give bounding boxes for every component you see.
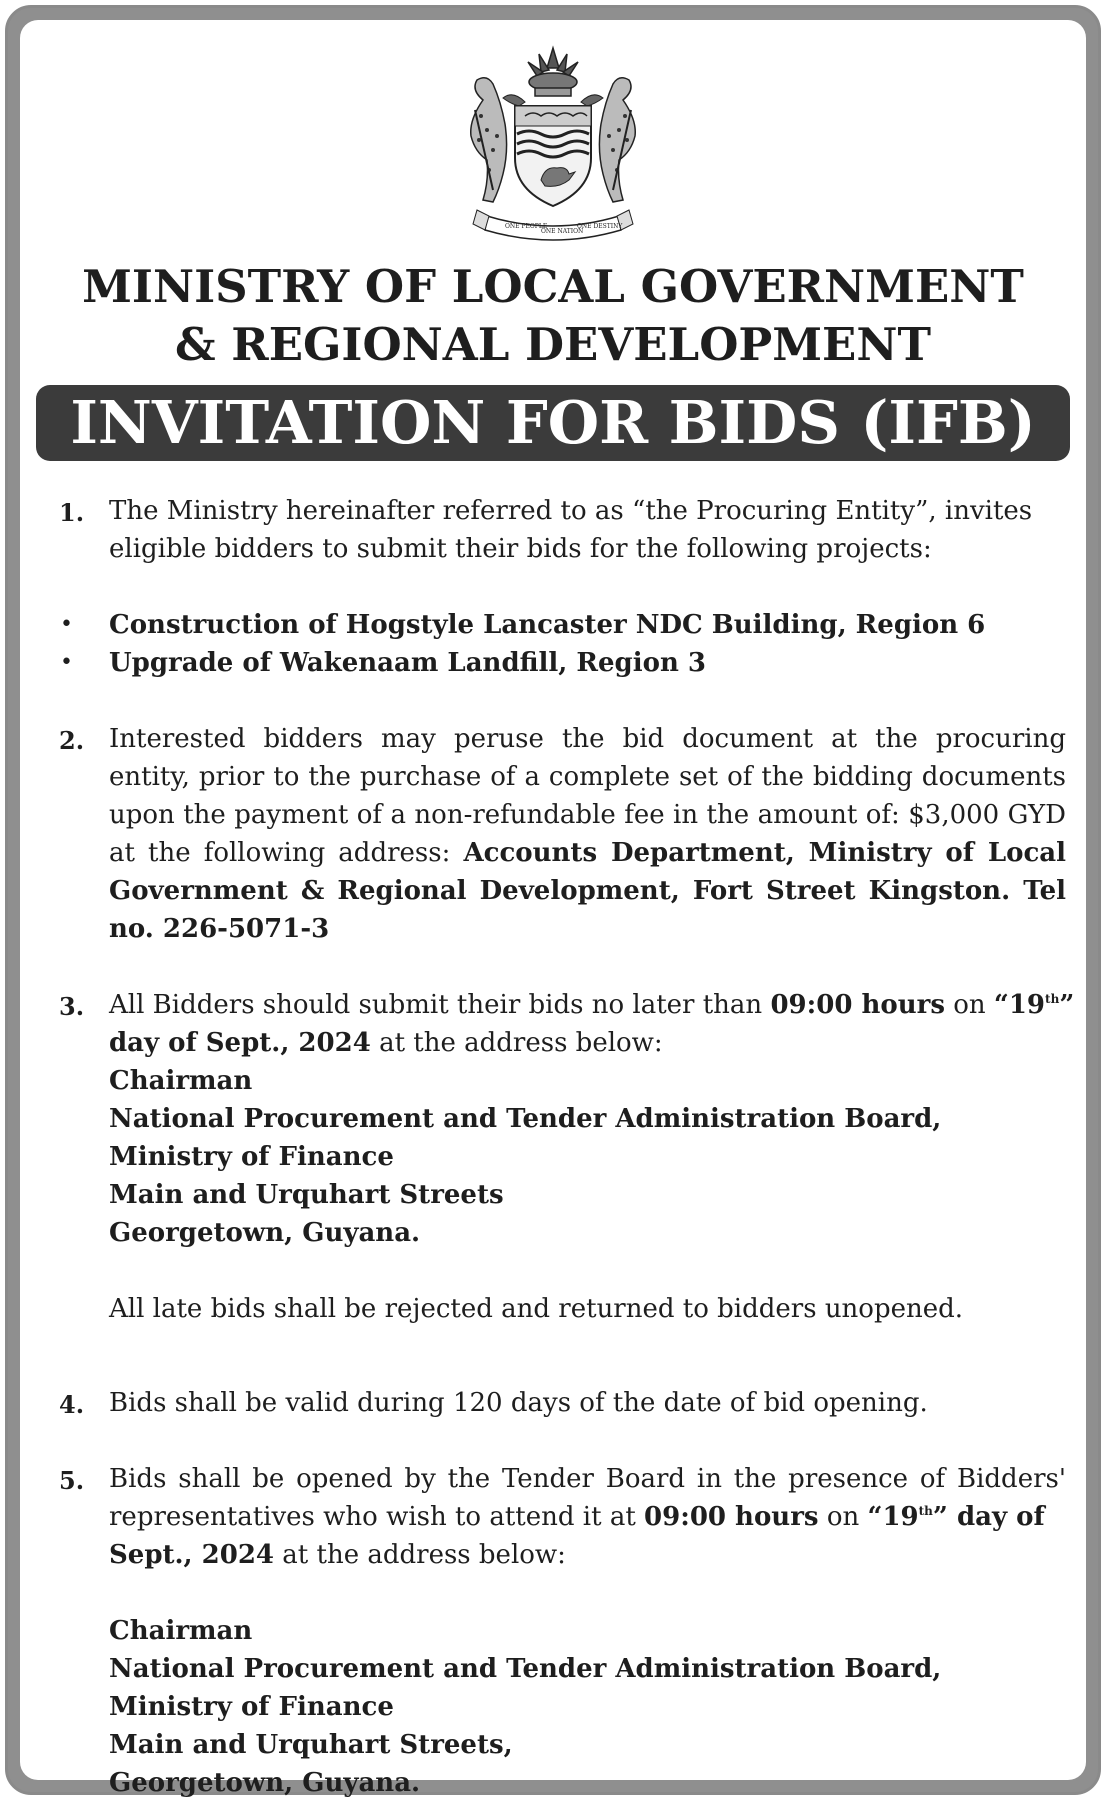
item-5-time: 09:00 hours [644, 1502, 819, 1532]
item-3-text [109, 986, 1075, 1328]
item-3-date: day of Sept., 2024 [109, 1028, 371, 1058]
item-5-lead: representatives who wish to attend it at [109, 1502, 636, 1532]
item-3-tail: at the address below: [379, 1028, 663, 1058]
item-3-day-close: ” [1059, 990, 1075, 1020]
item-3-address-line: Georgetown, Guyana. [109, 1218, 421, 1248]
item-5-tail: at the address below: [282, 1540, 566, 1570]
item-5-line-1: Bids shall be opened by the Tender Board in the presence of Bidders' [109, 1464, 1066, 1494]
item-5-date: Sept., 2024 [109, 1540, 275, 1570]
item-3-day-suffix: th [1045, 992, 1060, 1006]
bullet-icon: • [60, 612, 73, 637]
motto-text-3: ONE DESTINY [577, 223, 623, 230]
item-3-address-line: National Procurement and Tender Administration Board, [109, 1104, 942, 1134]
item-5-day-close: ” [932, 1502, 948, 1532]
item-4-text [109, 1384, 1066, 1422]
bullet-icon: • [60, 650, 73, 675]
item-1-text [109, 492, 1066, 568]
item-3-address-line: Ministry of Finance [109, 1142, 394, 1172]
item-3-day-number: “19 [993, 990, 1046, 1020]
ministry-line-2: & REGIONAL DEVELOPMENT [175, 318, 931, 371]
item-5-address-line: National Procurement and Tender Administration Board, [109, 1654, 942, 1684]
item-3-lead: All Bidders should submit their bids no later than [109, 990, 763, 1020]
item-2-text [109, 720, 1066, 948]
item-5-address-line: Ministry of Finance [109, 1692, 394, 1722]
item-3-on: on [953, 990, 986, 1020]
ad-body [20, 20, 1086, 1798]
item-5-day [867, 1502, 1044, 1532]
item-2-body: Interested bidders may peruse the bid document at the procuring entity, prior to the purchase of a complete set of the bidding documents upon the payment of a non-refundable fee in the amount of: $3,000 GYD at the following address: [109, 724, 1066, 868]
item-5-day-number: “19 [867, 1502, 919, 1532]
item-2-address: Accounts Department, Ministry of Local Government & Regional Development, Fort Street Kingston. Tel no. 226-5071-3 [109, 838, 1066, 944]
item-5-address-block [109, 1612, 1066, 1802]
item-5-line-3 [109, 1536, 1066, 1574]
item-5-line-2 [109, 1498, 1066, 1536]
item-3-time: 09:00 hours [770, 990, 945, 1020]
ad-frame [5, 5, 1101, 1798]
item-3-line-1 [109, 986, 1075, 1024]
project-item-2: Upgrade of Wakenaam Landfill, Region 3 [109, 648, 706, 678]
motto-text-2: ONE NATION [541, 228, 584, 235]
motto-text-1: ONE PEOPLE [505, 223, 548, 230]
item-3-address-line: Chairman [109, 1066, 253, 1096]
project-item-1: Construction of Hogstyle Lancaster NDC Building, Region 6 [109, 610, 986, 640]
item-3-number: 3. [59, 992, 85, 1021]
item-4-line: Bids shall be valid during 120 days of the date of bid opening. [109, 1388, 928, 1418]
item-4-number: 4. [59, 1390, 85, 1419]
coat-of-arms-logo [453, 40, 653, 250]
item-5-day-of: day of [956, 1502, 1045, 1532]
item-1-number: 1. [59, 498, 85, 527]
item-3-line-2 [109, 1024, 1066, 1062]
item-1-line-1: The Ministry hereinafter referred to as “the Procuring Entity”, invites [109, 496, 1033, 526]
ministry-heading [20, 258, 1086, 374]
item-2-number: 2. [59, 726, 85, 755]
item-3-day [994, 990, 1074, 1020]
ifb-title-banner: INVITATION FOR BIDS (IFB) [36, 385, 1070, 461]
item-5-address-line: Georgetown, Guyana. [109, 1768, 421, 1798]
item-5-address-line: Main and Urquhart Streets, [109, 1730, 513, 1760]
item-5-address-line: Chairman [109, 1616, 253, 1646]
ministry-line-1: MINISTRY OF LOCAL GOVERNMENT [82, 260, 1024, 313]
item-5-number: 5. [59, 1466, 85, 1495]
item-3-address-block [109, 1062, 1066, 1252]
item-5-day-suffix: th [918, 1504, 933, 1518]
item-5-text [109, 1460, 1066, 1802]
item-1-line-2: eligible bidders to submit their bids for the following projects: [109, 534, 932, 564]
late-bids-note: All late bids shall be rejected and returned to bidders unopened. [109, 1294, 964, 1324]
item-5-on: on [826, 1502, 860, 1532]
item-3-address-line: Main and Urquhart Streets [109, 1180, 504, 1210]
